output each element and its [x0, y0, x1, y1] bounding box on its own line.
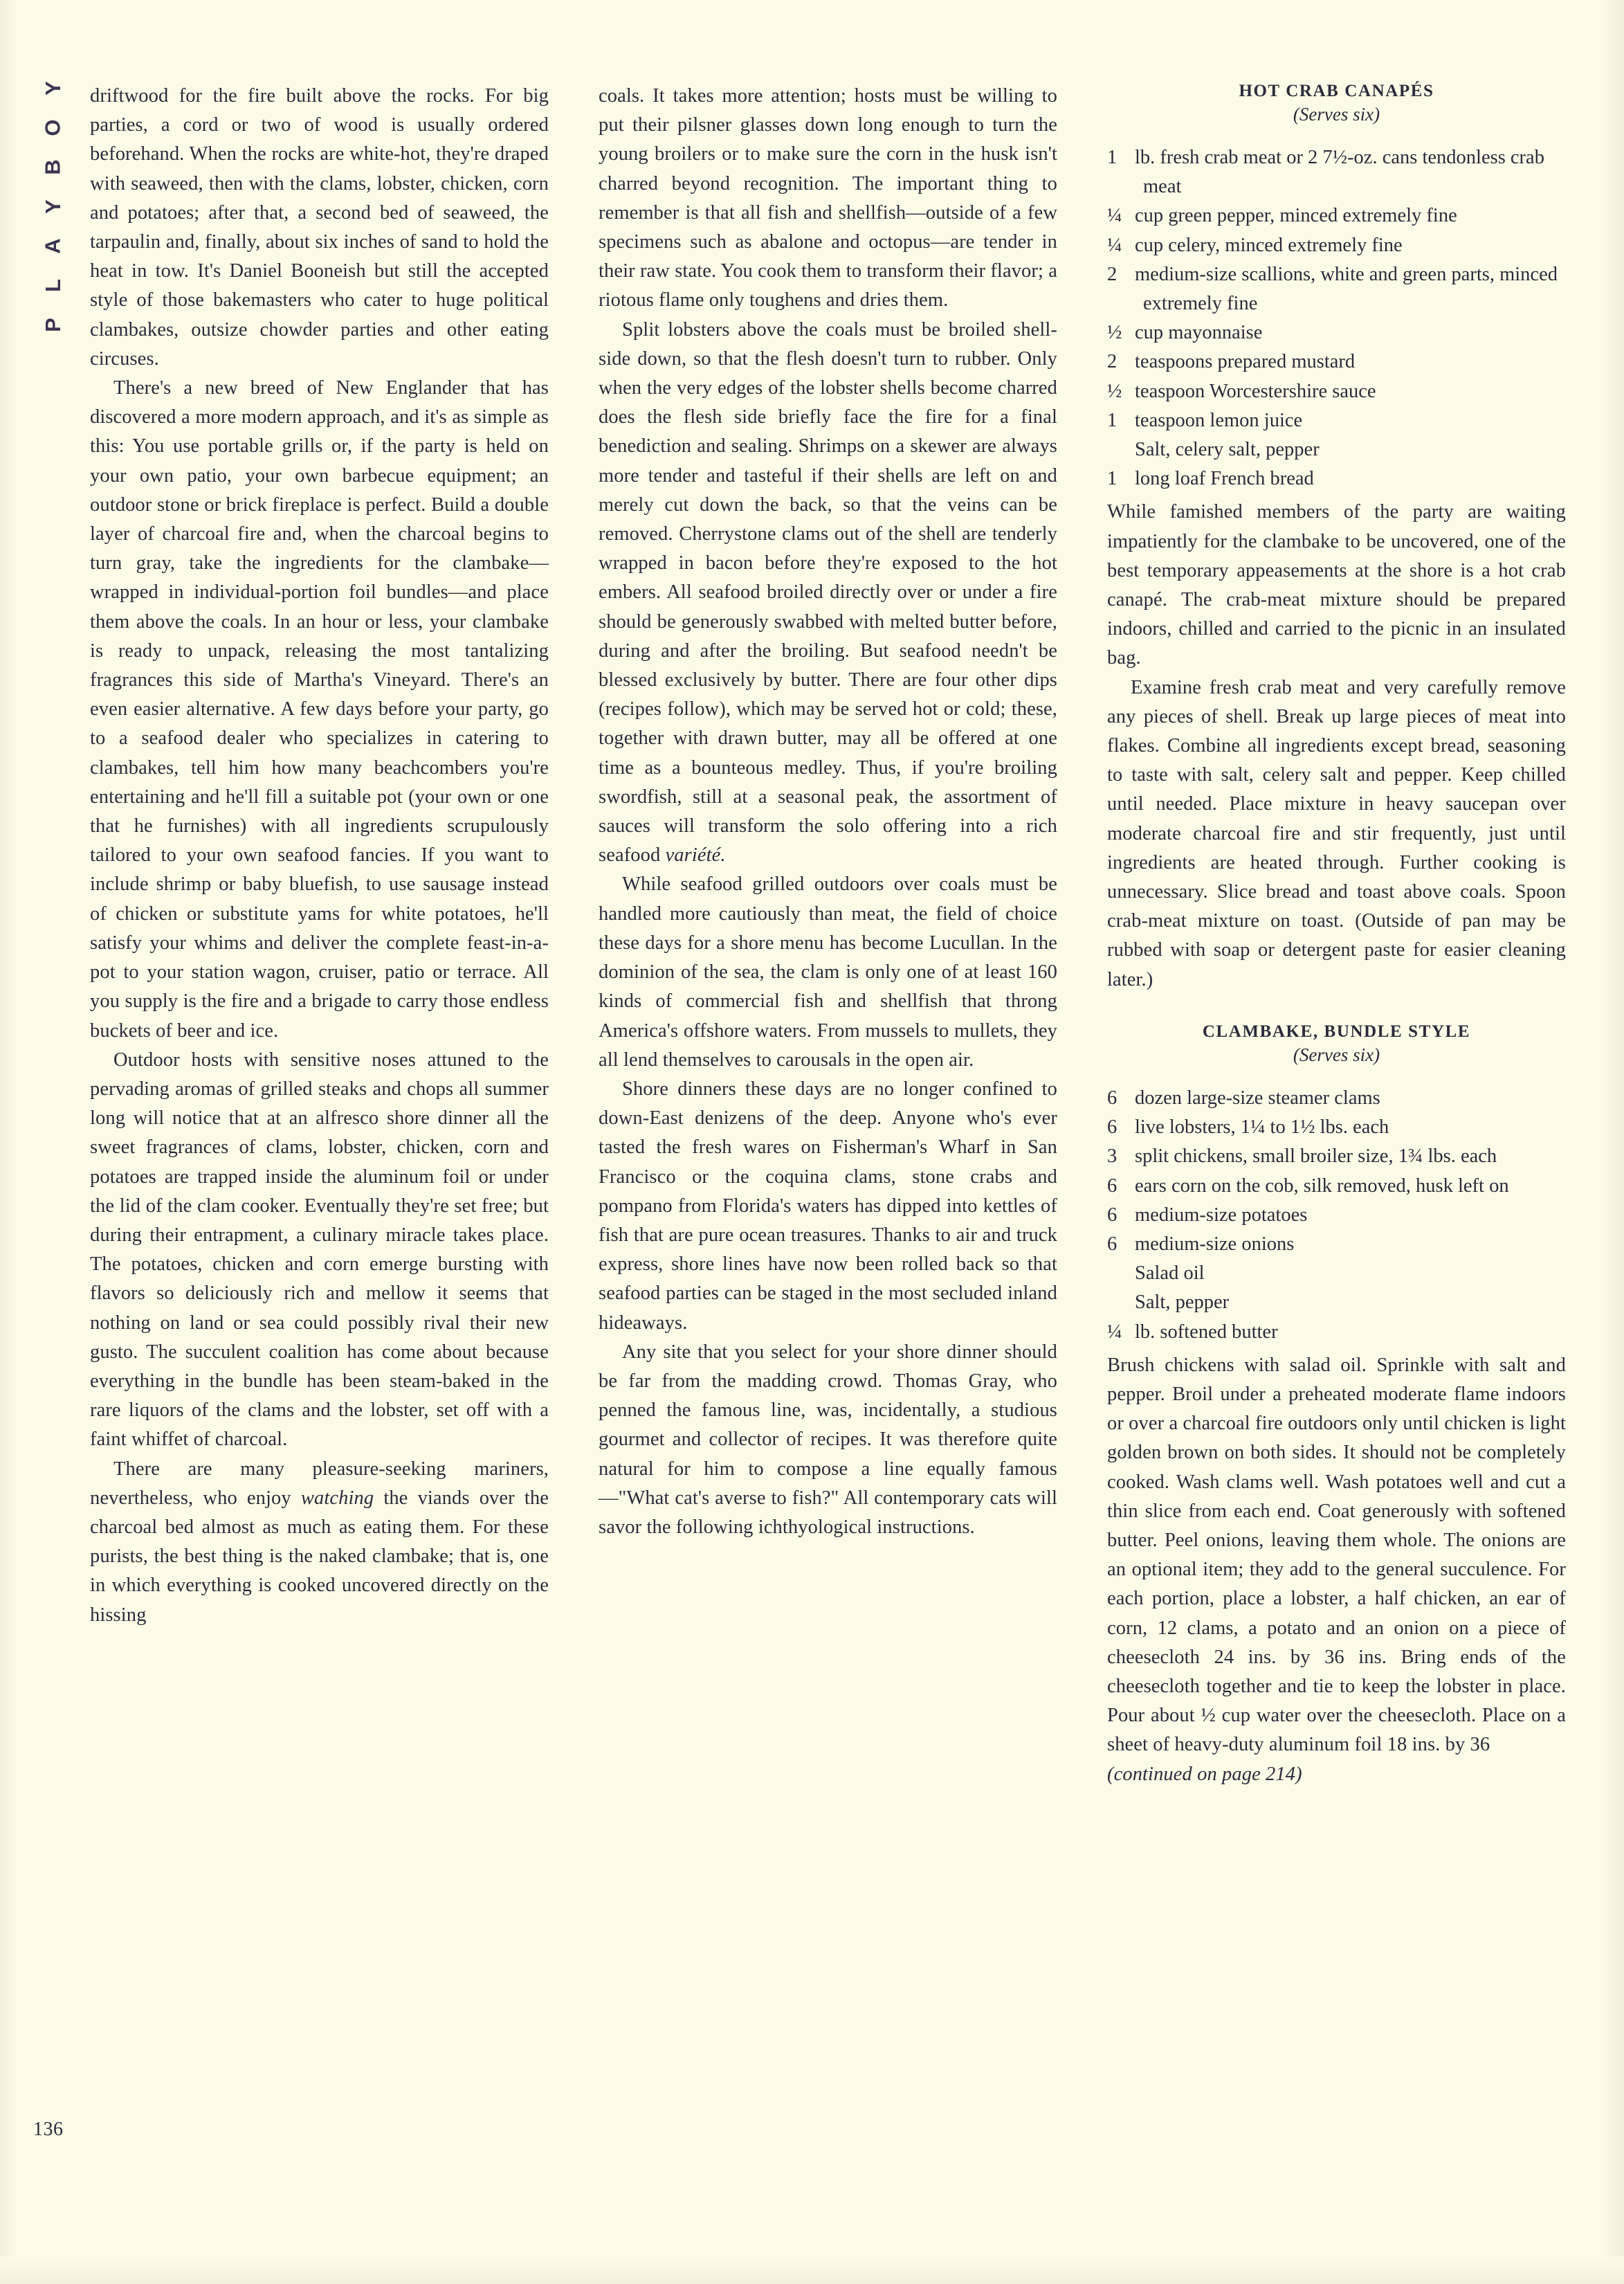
ingredient-item	[1107, 1259, 1566, 1288]
ingredient-qty: 1	[1107, 147, 1117, 168]
body-paragraph-with-italic	[90, 1455, 549, 1630]
ingredient-text: medium-size onions	[1135, 1233, 1295, 1255]
paper-edge-left	[0, 0, 18, 2284]
continued-on-page-note: (continued on page 214)	[1107, 1763, 1302, 1785]
ingredient-text: teaspoons prepared mustard	[1135, 351, 1356, 373]
ingredient-text: long loaf French bread	[1135, 468, 1314, 490]
ingredient-item	[1107, 435, 1566, 464]
italic-emphasis: watching	[300, 1487, 374, 1509]
ingredient-text: split chickens, small broiler size, 1¾ lbs. each	[1135, 1145, 1497, 1168]
recipe-clambake-bundle-style	[1107, 1022, 1566, 1789]
recipe-serves: (Serves six)	[1293, 1044, 1380, 1065]
ingredient-qty: ¼	[1107, 1321, 1122, 1343]
ingredient-qty: 3	[1107, 1145, 1117, 1168]
masthead-letter: B	[40, 159, 65, 175]
ingredient-qty: 6	[1107, 1233, 1117, 1255]
ingredient-item	[1107, 201, 1566, 230]
ingredient-text: cup mayonnaise	[1135, 322, 1263, 344]
recipe-title: CLAMBAKE, BUNDLE STYLE	[1202, 1022, 1471, 1041]
ingredient-item	[1107, 1288, 1566, 1317]
ingredient-item	[1107, 143, 1566, 201]
ingredient-item	[1107, 1142, 1566, 1171]
paragraph-text: Split lobsters above the coals must be broiled shell-side down, so that the flesh doesn't turn to rubber. Only when the very edges of the lobster shells become charred does the flesh side briefly face the fire for a final benediction and sealing. Shrimps on a skewer are always more tender and tasteful if their shells are left on and merely cut down the back, so that the veins can be removed. Cherrystone clams out of the shell are tenderly wrapped in bacon before they're exposed to the hot embers. All seafood broiled directly over or under a fire should be generously swabbed with melted butter before, during and after the broiling. But seafood needn't be blessed exclusively by butter. There are four other dips (recipes follow), which may be served hot or cold; these, together with drawn butter, may all be offered at one time as a bounteous medley. Thus, if you're broiling swordfish, still at a seasonal peak, the assortment of sauces will transform the solo offering into a rich seafood	[599, 318, 1057, 867]
ingredient-item	[1107, 377, 1566, 406]
ingredient-item	[1107, 464, 1566, 493]
ingredient-qty: 6	[1107, 1116, 1117, 1139]
ingredient-list	[1107, 143, 1566, 493]
body-paragraph: coals. It takes more attention; hosts must be willing to put their pilsner glasses down long enough to turn the young broilers or to make sure the corn in the husk isn't charred beyond recognition. The important thing to remember is that all fish and shellfish—outside of a few specimens such as abalone and octopus—are tender in their raw state. You cook them to transform their flavor; a riotous flame only toughens and dries them.	[599, 85, 1057, 311]
playboy-masthead	[32, 78, 73, 368]
ingredient-text: live lobsters, 1¼ to 1½ lbs. each	[1135, 1116, 1389, 1139]
ingredient-list	[1107, 1084, 1566, 1347]
ingredient-qty: 2	[1107, 351, 1117, 373]
masthead-letter: L	[40, 279, 65, 292]
ingredient-text: dozen large-size steamer clams	[1135, 1087, 1380, 1109]
ingredient-item	[1107, 318, 1566, 347]
ingredient-text: cup celery, minced extremely fine	[1135, 234, 1403, 256]
ingredient-item	[1107, 1201, 1566, 1230]
ingredient-text: ears corn on the cob, silk removed, husk left on	[1135, 1175, 1509, 1197]
article-columns	[90, 82, 1567, 2186]
paragraph-text-before-italic: There are many pleasure-seeking mariners, nevertheless, who enjoy	[90, 1458, 549, 1509]
ingredient-qty: 6	[1107, 1175, 1117, 1197]
ingredient-qty: 2	[1107, 263, 1117, 285]
recipe-method-paragraph: Brush chickens with salad oil. Sprinkle with salt and pepper. Broil under a preheated moderate flame indoors or over a charcoal fire outdoors only until chicken is light golden brown on both sides. It should not be completely cooked. Wash clams well. Wash potatoes well and cut a thin slice from each end. Coat generously with softened butter. Peel onions, leaving them whole. The onions are an optional item; they add to the general succulence. For each portion, place a lobster, a half chicken, an ear of corn, 12 clams, a potato and an onion on a piece of cheesecloth 24 ins. by 36 ins. Bring ends of the cheesecloth together and tie to keep the lobster in place. Pour about ½ cup water over the cheesecloth. Place on a sheet of heavy-duty aluminum foil 18 ins. by 36	[1107, 1354, 1566, 1756]
ingredient-item	[1107, 1318, 1566, 1347]
recipe-method-paragraph: Examine fresh crab meat and very carefully remove any pieces of shell. Break up large pieces of meat into flakes. Combine all ingredients except bread, seasoning to taste with salt, celery salt and pepper. Keep chilled until needed. Place mixture in heavy saucepan over moderate charcoal fire and stir frequently, just until ingredients are heated through. Further cooking is unnecessary. Slice bread and toast above coals. Spoon crab-meat mixture on toast. (Outside of pan may be rubbed with soap or detergent paste for easier cleaning later.)	[1107, 676, 1566, 990]
paragraph-text-after-italic: the viands over the charcoal bed almost as much as eating them. For these purists, the best thing is the naked clambake; that is, one in which everything is cooked uncovered directly on the hissing	[90, 1487, 549, 1626]
ingredient-item	[1107, 347, 1566, 377]
ingredient-qty: ¼	[1107, 234, 1122, 256]
recipe-method-paragraph: While famished members of the party are waiting impatiently for the clambake to be uncovered, one of the best temporary appeasements at the shore is a hot crab canapé. The crab-meat mixture should be prepared indoors, chilled and carried to the picnic in an insulated bag.	[1107, 501, 1566, 669]
body-paragraph-with-italic	[599, 316, 1057, 871]
ingredient-text: lb. softened butter	[1135, 1321, 1278, 1343]
ingredient-text: medium-size potatoes	[1135, 1204, 1308, 1226]
ingredient-item	[1107, 1172, 1566, 1201]
ingredient-text: teaspoon Worcestershire sauce	[1135, 380, 1376, 402]
ingredient-qty: ¼	[1107, 205, 1122, 227]
body-paragraph: Shore dinners these days are no longer confined to down-East denizens of the deep. Anyone who's ever tasted the fresh wares on Fisherman's Wharf in San Francisco or the coquina clams, stone crabs and pompano from Florida's waters has dipped into kettles of fish that are pure ocean treasures. Thanks to air and truck express, shore lines have now been rolled back so that seafood parties can be staged in the most secluded inland hideaways.	[599, 1078, 1057, 1334]
ingredient-qty: 1	[1107, 468, 1117, 490]
ingredient-qty: ½	[1107, 380, 1122, 402]
ingredient-text: lb. fresh crab meat or 2 7½-oz. cans tendonless crab meat	[1135, 147, 1544, 198]
body-paragraph: Outdoor hosts with sensitive noses attuned to the pervading aromas of grilled steaks and chops all summer long will notice that at an alfresco shore dinner all the sweet fragrances of clams, lobster, chicken, corn and potatoes are trapped inside the aluminum foil or under the lid of the clam cooker. Eventually they're set free; but during their entrapment, a culinary miracle takes place. The potatoes, chicken and corn emerge bursting with flavors so deliciously rich and mellow it seems that nothing on land or sea could possibly rival their new gusto. The succulent coalition has come about because everything in the bundle has been steam-baked in the rare liquors of the clams and the lobster, set off with a faint whiffet of charcoal.	[90, 1049, 549, 1451]
ingredient-qty: 6	[1107, 1087, 1117, 1109]
ingredient-text: cup green pepper, minced extremely fine	[1135, 205, 1457, 227]
recipe-serves: (Serves six)	[1293, 104, 1380, 125]
body-paragraph: There's a new breed of New Englander that has discovered a more modern approach, and it's as simple as this: You use portable grills or, if the party is held on your own patio, your own barbecue equipment; an outdoor stone or brick fireplace is perfect. Build a double layer of charcoal fire and, when the charcoal begins to turn gray, take the ingredients for the clambake—wrapped in individual-portion foil bundles—and place them above the coals. In an hour or less, your clambake is ready to unpack, releasing the most tantalizing fragrances this side of Martha's Vineyard. There's an even easier alternative. A few days before your party, go to a seafood dealer who specializes in catering to clambakes, tell him how many beachcombers you're entertaining and he'll fill a suitable pot (your own or one that he furnishes) with all ingredients scrupulously tailored to your own seafood fancies. If you want to include shrimp or baby bluefish, to use sausage instead of chicken or substitute yams for white potatoes, he'll satisfy your whims and deliver the complete feast-in-a-pot to your station wagon, cruiser, patio or terrace. All you supply is the fire and a brigade to carry those endless buckets of beer and ice.	[90, 377, 549, 1042]
paper-edge-right	[1603, 0, 1624, 2284]
ingredient-item	[1107, 1230, 1566, 1259]
ingredient-qty: 1	[1107, 409, 1117, 431]
italic-foreign-term: variété.	[665, 844, 726, 867]
column-1	[90, 82, 549, 2186]
ingredient-item	[1107, 1084, 1566, 1113]
body-paragraph: While seafood grilled outdoors over coals must be handled more cautiously than meat, the field of choice these days for a shore menu has become Lucullan. In the dominion of the sea, the clam is only one of at least 160 kinds of commercial fish and shellfish that throng America's offshore waters. From mussels to mullets, they all lend themselves to carousals in the open air.	[599, 873, 1057, 1071]
masthead-letter: Y	[40, 199, 65, 214]
masthead-letter: Y	[40, 81, 65, 96]
column-2	[599, 82, 1057, 2186]
column-3	[1107, 82, 1566, 2186]
ingredient-item	[1107, 406, 1566, 435]
recipe-hot-crab-canapes	[1107, 82, 1566, 995]
paper-edge-bottom	[0, 2256, 1624, 2284]
ingredient-text: medium-size scallions, white and green parts, minced extremely fine	[1135, 263, 1558, 315]
body-paragraph: Any site that you select for your shore dinner should be far from the madding crowd. Thomas Gray, who penned the famous line, was, incidentally, a studious gourmet and collector of recipes. It was therefore quite natural for him to compose a line equally famous—"What cat's averse to fish?" All contemporary cats will savor the following ichthyological instructions.	[599, 1341, 1057, 1538]
ingredient-text: teaspoon lemon juice	[1135, 409, 1303, 431]
recipe-title: HOT CRAB CANAPÉS	[1239, 82, 1434, 100]
body-paragraph: driftwood for the fire built above the rocks. For big parties, a cord or two of wood is usually ordered beforehand. When the rocks are white-hot, they're draped with seaweed, then with the clams, lobster, chicken, corn and potatoes; after that, a second bed of seaweed, the tarpaulin and, finally, about six inches of sand to hold the heat in tow. It's Daniel Booneish but still the accepted style of those bakemasters who cater to huge political clambakes, outsize chowder parties and other eating circuses.	[90, 85, 549, 370]
ingredient-item	[1107, 231, 1566, 260]
ingredient-text: Salt, pepper	[1135, 1291, 1230, 1314]
ingredient-item	[1107, 1113, 1566, 1142]
ingredient-item	[1107, 260, 1566, 318]
ingredient-qty: 6	[1107, 1204, 1117, 1226]
page-number-folio: 136	[33, 2119, 64, 2140]
ingredient-text: Salt, celery salt, pepper	[1135, 439, 1320, 461]
masthead-letter: P	[40, 318, 65, 332]
masthead-letter: O	[40, 119, 65, 136]
ingredient-text: Salad oil	[1135, 1262, 1205, 1285]
masthead-letter: A	[40, 238, 65, 254]
ingredient-qty: ½	[1107, 322, 1122, 344]
